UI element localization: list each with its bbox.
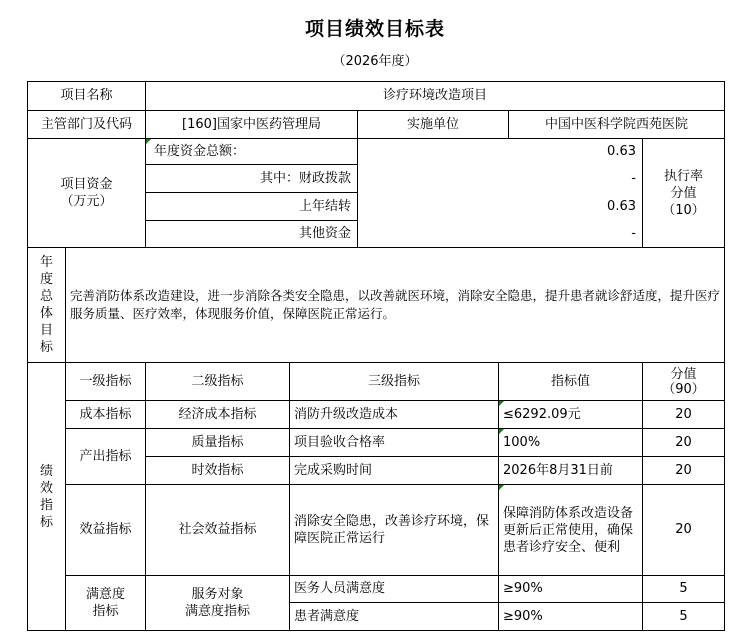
header-score-line2: （90） [662, 381, 705, 397]
funds-carry-label: 上年结转 [298, 198, 351, 214]
patient-level3: 患者满意度 [294, 608, 360, 624]
unit-value: 中国中医科学院西苑医院 [544, 116, 688, 132]
perf-label-char: 绩 [39, 463, 53, 479]
funds-carry-value: 0.63 [607, 198, 636, 214]
project-name-label: 项目名称 [60, 88, 113, 103]
execution-rate-score [643, 139, 724, 247]
table-border-right [724, 81, 725, 631]
perf-label-char: 效 [39, 480, 53, 496]
funds-total-value: 0.63 [607, 143, 636, 159]
benefit-level3: 消除安全隐患，改善诊疗环境，保障医院正常运行 [294, 514, 490, 546]
funds-label [28, 139, 145, 247]
satisfaction-level1-line2: 指标 [92, 604, 119, 619]
header-value: 指标值 [550, 373, 590, 389]
header-level2: 二级指标 [191, 373, 244, 389]
time-level3: 完成采购时间 [294, 462, 373, 478]
table-border-bottom [27, 630, 725, 631]
perf-label-char: 标 [39, 514, 53, 530]
patient-score: 5 [679, 608, 688, 624]
time-level2: 时效指标 [191, 462, 244, 478]
satisfaction-level2 [146, 576, 289, 630]
header-level1: 一级指标 [79, 373, 132, 389]
patient-value: ≥90% [503, 608, 543, 624]
goal-label-char: 目 [39, 323, 53, 338]
quality-score: 20 [675, 434, 692, 450]
quality-value: 100% [503, 434, 541, 450]
benefit-level1: 效益指标 [79, 522, 132, 537]
funds-fiscal-label: 其中：财政拨款 [259, 170, 351, 186]
funds-total-label: 年度资金总额： [154, 143, 246, 159]
satisfaction-level1 [66, 576, 145, 630]
rate-line1: 执行率 [663, 168, 703, 184]
funds-label-line1: 项目资金 [60, 177, 113, 192]
cost-level1: 成本指标 [79, 406, 132, 422]
header-level3: 三级指标 [367, 373, 420, 389]
funds-other-value: - [631, 226, 636, 241]
satisfaction-level2-line1: 服务对象 [191, 587, 244, 602]
header-score [643, 363, 724, 400]
cost-score: 20 [675, 406, 692, 422]
page-subtitle: （2026年度） [332, 54, 418, 69]
project-name-value: 诊疗环境改造项目 [382, 88, 487, 103]
unit-label: 实施单位 [406, 116, 459, 132]
funds-fiscal-value: - [631, 170, 636, 186]
dept-label: 主管部门及代码 [40, 116, 132, 132]
time-score: 20 [675, 462, 692, 478]
perf-label-char: 指 [39, 497, 53, 513]
staff-score: 5 [679, 581, 688, 596]
goal-text: 完善消防体系改造建设，进一步消除各类安全隐患，以改善就医环境，消除安全隐患，提升患者就诊舒适度，提升医疗服务质量、医疗效率，体现服务价值，保障医院正常运行。 [70, 288, 721, 321]
goal-label-char: 度 [39, 272, 53, 287]
dept-value: [160]国家中医药管理局 [182, 116, 321, 132]
goal-label-char: 标 [39, 340, 53, 355]
cost-level2: 经济成本指标 [178, 406, 257, 422]
goal-label-char: 体 [39, 306, 53, 321]
output-level1: 产出指标 [79, 448, 132, 464]
funds-label-line2: （万元） [60, 194, 113, 209]
perf-label [28, 363, 65, 630]
goal-label [28, 248, 65, 362]
benefit-score: 20 [675, 522, 692, 537]
page-title: 项目绩效目标表 [304, 18, 445, 40]
cost-value: ≤6292.09元 [503, 406, 581, 422]
quality-level3: 项目验收合格率 [294, 434, 386, 450]
header-score-line1: 分值 [670, 366, 697, 382]
time-value: 2026年8月31日前 [503, 462, 613, 478]
goal-label-char: 年 [39, 255, 53, 270]
quality-level2: 质量指标 [191, 434, 244, 450]
satisfaction-level1-line1: 满意度 [85, 587, 125, 602]
rate-line3: （10） [662, 202, 705, 218]
benefit-value: 保障消防体系改造设备更新后正常使用，确保患者诊疗安全、便利 [503, 505, 634, 555]
staff-level3: 医务人员满意度 [294, 581, 386, 596]
benefit-level2: 社会效益指标 [178, 522, 257, 537]
cost-level3: 消防升级改造成本 [294, 406, 399, 422]
satisfaction-level2-line2: 满意度指标 [184, 604, 250, 619]
goal-label-char: 总 [39, 289, 53, 304]
funds-other-label: 其他资金 [298, 226, 351, 241]
rate-line2: 分值 [670, 185, 697, 201]
staff-value: ≥90% [503, 581, 543, 596]
